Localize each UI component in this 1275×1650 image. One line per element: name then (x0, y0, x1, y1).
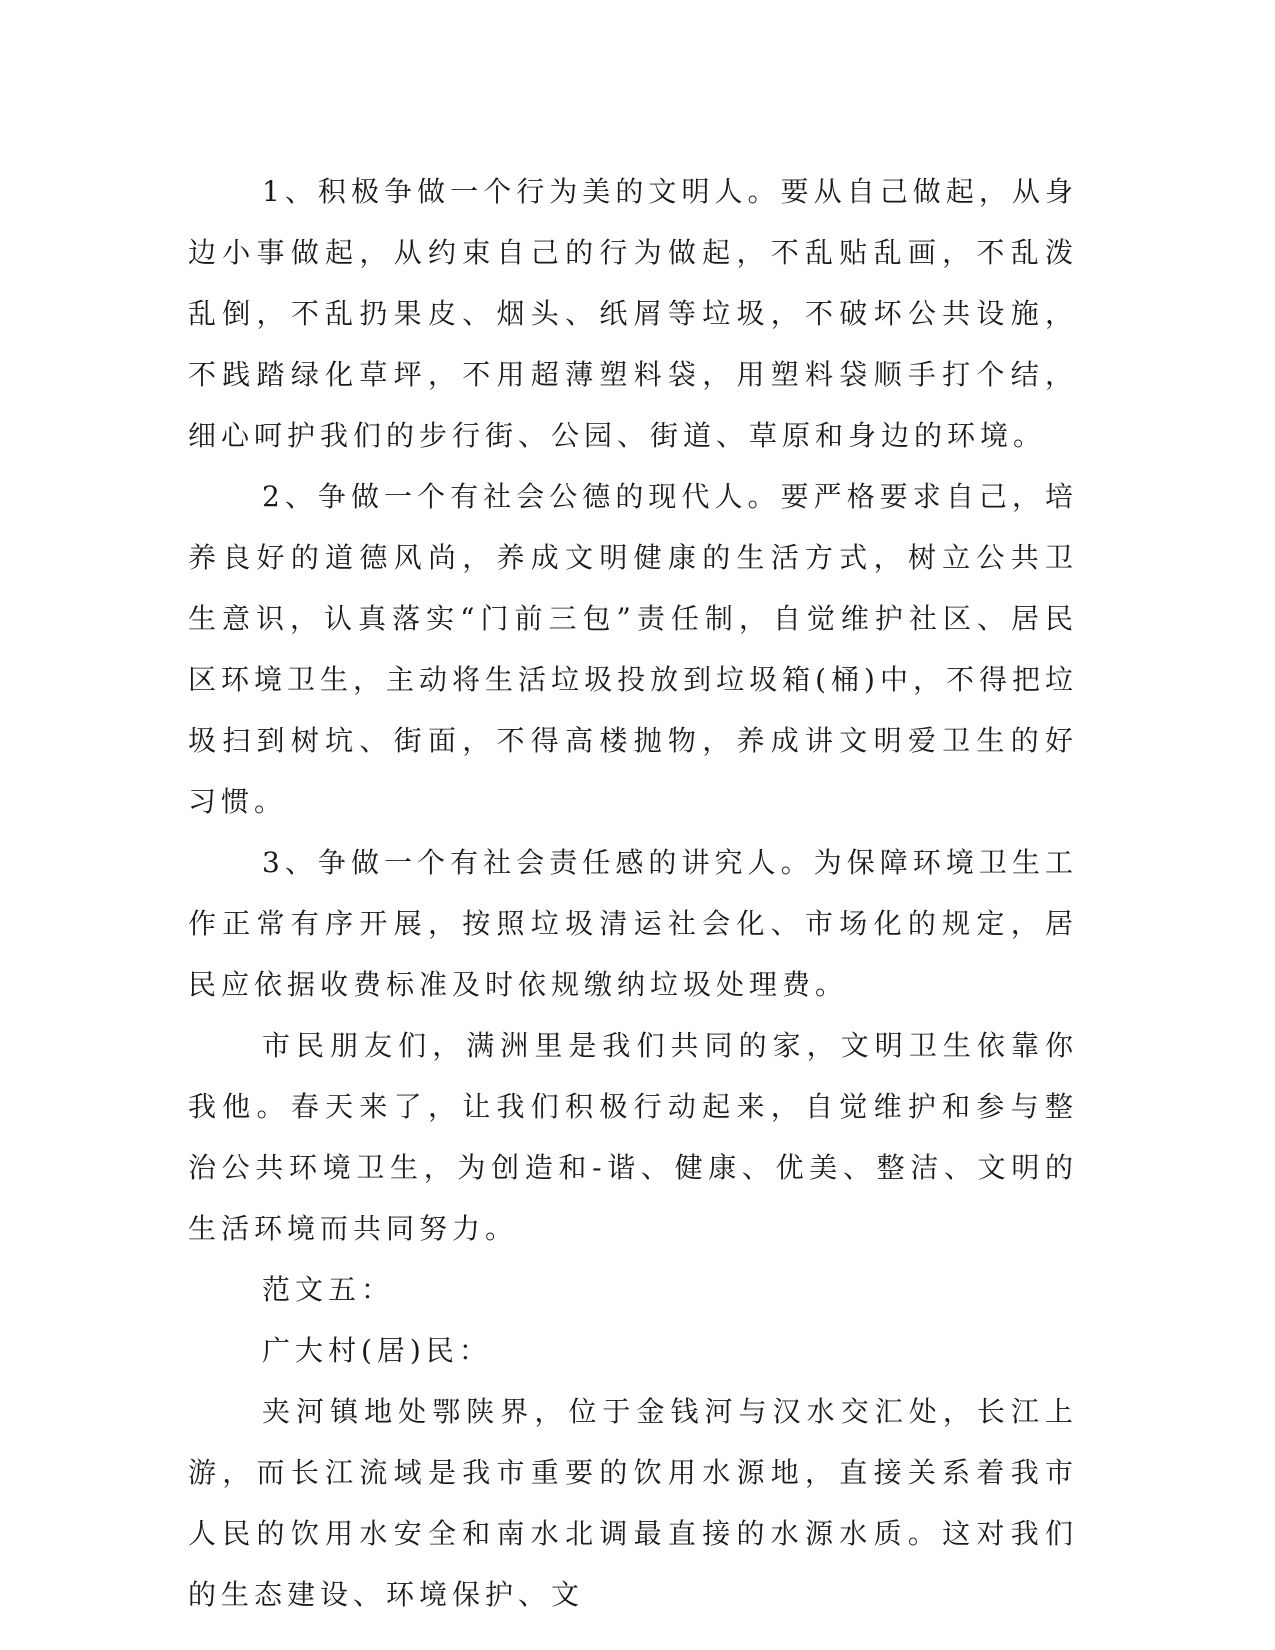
paragraph-public-morality: 2、争做一个有社会公德的现代人。要严格要求自己，培养良好的道德风尚，养成文明健康的生活方式，树立公共卫生意识，认真落实“门前三包”责任制，自觉维护社区、居民区环境卫生，主动将生活垃圾投放到垃圾箱(桶)中，不得把垃圾扫到树坑、街面，不得高楼抛物，养成讲文明爱卫生的好习惯。 (188, 480, 1078, 818)
section-heading-sample-five: 范文五： (262, 1273, 395, 1306)
paragraph-civilized-behavior: 1、积极争做一个行为美的文明人。要从自己做起，从身边小事做起，从约束自己的行为做起，不乱贴乱画，不乱泼乱倒，不乱扔果皮、烟头、纸屑等垃圾，不破坏公共设施，不践踏绿化草坪，不用超薄塑料袋，用塑料袋顺手打个结，细心呵护我们的步行街、公园、街道、草原和身边的环境。 (188, 175, 1078, 452)
paragraph-town-intro: 夹河镇地处鄂陕界，位于金钱河与汉水交汇处，长江上游，而长江流域是我市重要的饮用水源地，直接关系着我市人民的饮用水安全和南水北调最直接的水源水质。这对我们的生态建设、环境保护、文 (188, 1395, 1078, 1611)
paragraph-social-responsibility: 3、争做一个有社会责任感的讲究人。为保障环境卫生工作正常有序开展，按照垃圾清运社会化、市场化的规定，居民应依据收费标准及时依规缴纳垃圾处理费。 (188, 846, 1078, 1001)
paragraph-closing-appeal: 市民朋友们，满洲里是我们共同的家，文明卫生依靠你我他。春天来了，让我们积极行动起来，自觉维护和参与整治公共环境卫生，为创造和-谐、健康、优美、整洁、文明的生活环境而共同努力。 (188, 1029, 1078, 1245)
document-body (188, 161, 1078, 1625)
salutation: 广大村(居)民： (262, 1334, 492, 1367)
